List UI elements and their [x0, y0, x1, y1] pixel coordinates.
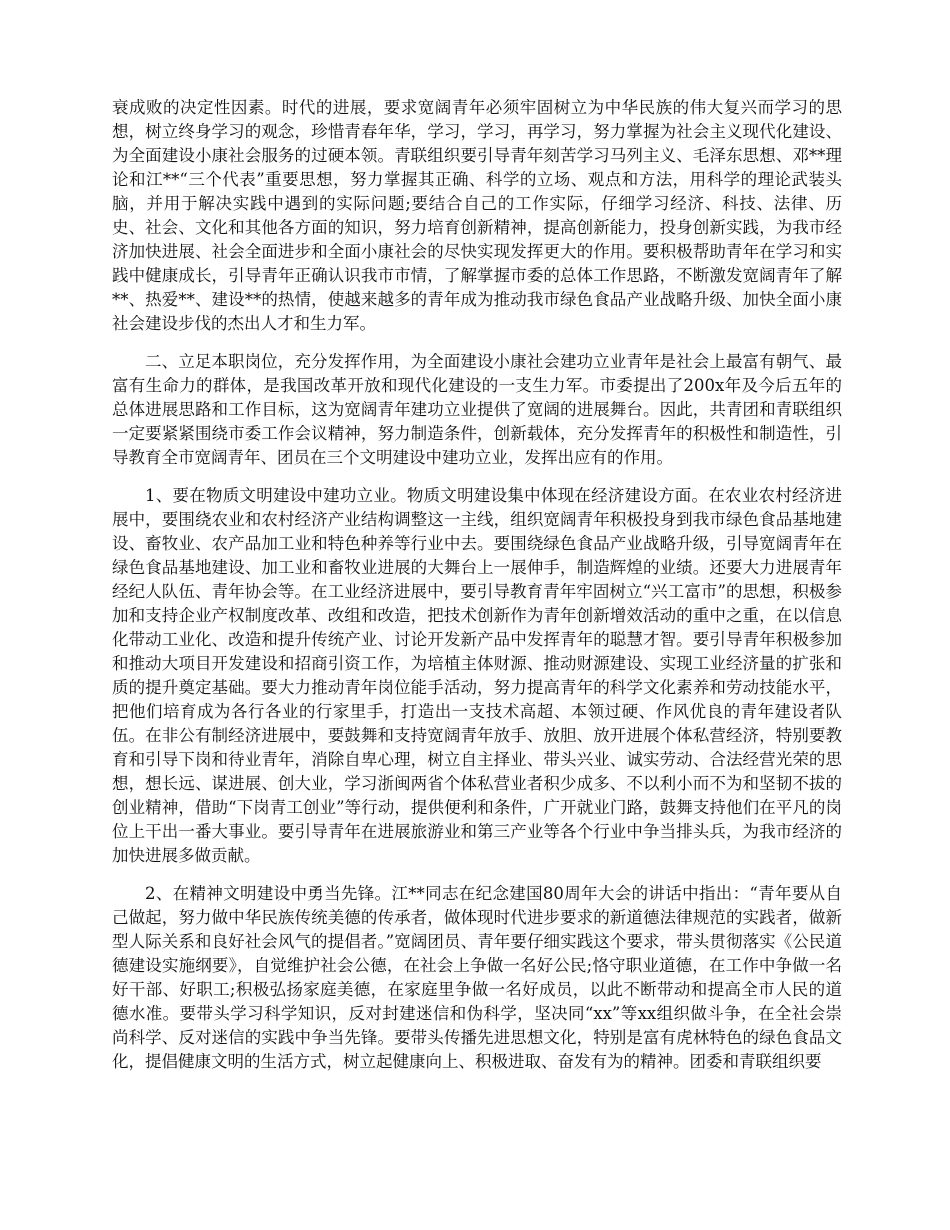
document-body [112, 96, 842, 1088]
paragraph-3: 1、要在物质文明建设中建功立业。物质文明建设集中体现在经济建设方面。在农业农村经济进展中，要围绕农业和农村经济产业结构调整这一主线，组织宽阔青年积极投身到我市绿色食品基地建设、畜牧业、农产品加工业和特色种养等行业中去。要围绕绿色食品产业战略升级，引导宽阔青年在绿色食品基地建设、加工业和畜牧业进展的大舞台上一展伸手，制造辉煌的业绩。还要大力进展青年经纪人队伍、青年协会等。在工业经济进展中，要引导教育青年牢固树立“兴工富市”的思想，积极参加和支持企业产权制度改革、改组和改造，把技术创新作为青年创新增效活动的重中之重，在以信息化带动工业化、改造和提升传统产业、讨论开发新产品中发挥青年的聪慧才智。要引导青年积极参加和推动大项目开发建设和招商引资工作，为培植主体财源、推动财源建设、实现工业经济量的扩张和质的提升奠定基础。要大力推动青年岗位能手活动，努力提高青年的科学文化素养和劳动技能水平，把他们培育成为各行各业的行家里手，打造出一支技术高超、本领过硬、作风优良的青年建设者队伍。在非公有制经济进展中，要鼓舞和支持宽阔青年放手、放胆、放开进展个体私营经济，特别要教育和引导下岗和待业青年，消除自卑心理，树立自主择业、带头兴业、诚实劳动、合法经营光荣的思想，想长远、谋进展、创大业，学习浙闽两省个体私营业者积少成多、不以利小而不为和坚韧不拔的创业精神，借助“下岗青工创业”等行动，提供便利和条件，广开就业门路，鼓舞支持他们在平凡的岗位上干出一番大事业。要引导青年在进展旅游业和第三产业等各个行业中争当排头兵，为我市经济的加快进展多做贡献。 [112, 486, 842, 865]
paragraph-2: 二、立足本职岗位，充分发挥作用，为全面建设小康社会建功立业青年是社会上最富有朝气、最富有生命力的群体，是我国改革开放和现代化建设的一支生力军。市委提出了200x年及今后五年的总体进展思路和工作目标，这为宽阔青年建功立业提供了宽阔的进展舞台。因此，共青团和青联组织一定要紧紧围绕市委工作会议精神，努力制造条件，创新载体，充分发挥青年的积极性和制造性，引导教育全市宽阔青年、团员在三个文明建设中建功立业，发挥出应有的作用。 [112, 352, 842, 467]
paragraph-1: 衰成败的决定性因素。时代的进展，要求宽阔青年必须牢固树立为中华民族的伟大复兴而学习的思想，树立终身学习的观念，珍惜青春年华，学习，学习，再学习，努力掌握为社会主义现代化建设、为全面建设小康社会服务的过硬本领。青联组织要引导青年刻苦学习马列主义、毛泽东思想、邓**理论和江**“三个代表”重要思想，努力掌握其正确、科学的立场、观点和方法，用科学的理论武装头脑，并用于解决实践中遇到的实际问题;要结合自己的工作实际，仔细学习经济、科技、法律、历史、社会、文化和其他各方面的知识，努力培育创新精神，提高创新能力，投身创新实践，为我市经济加快进展、社会全面进步和全面小康社会的尽快实现发挥更大的作用。要积极帮助青年在学习和实践中健康成长，引导青年正确认识我市市情，了解掌握市委的总体工作思路，不断激发宽阔青年了解**、热爱**、建设**的热情，使越来越多的青年成为推动我市绿色食品产业战略升级、加快全面小康社会建设步伐的杰出人才和生力军。 [112, 98, 842, 333]
paragraph-4: 2、在精神文明建设中勇当先锋。江**同志在纪念建国80周年大会的讲话中指出：“青年要从自己做起，努力做中华民族传统美德的传承者，做体现时代进步要求的新道德法律规范的实践者，做新型人际关系和良好社会风气的提倡者。”宽阔团员、青年要仔细实践这个要求，带头贯彻落实《公民道德建设实施纲要》，自觉维护社会公德，在社会上争做一名好公民;恪守职业道德，在工作中争做一名好干部、好职工;积极弘扬家庭美德，在家庭里争做一名好成员，以此不断带动和提高全市人民的道德水准。要带头学习科学知识，反对封建迷信和伪科学，坚决同“xx”等xx组织做斗争，在全社会崇尚科学、反对迷信的实践中争当先锋。要带头传播先进思想文化，特别是富有虎林特色的绿色食品文化，提倡健康文明的生活方式，树立起健康向上、积极进取、奋发有为的精神。团委和青联组织要 [112, 884, 842, 1071]
